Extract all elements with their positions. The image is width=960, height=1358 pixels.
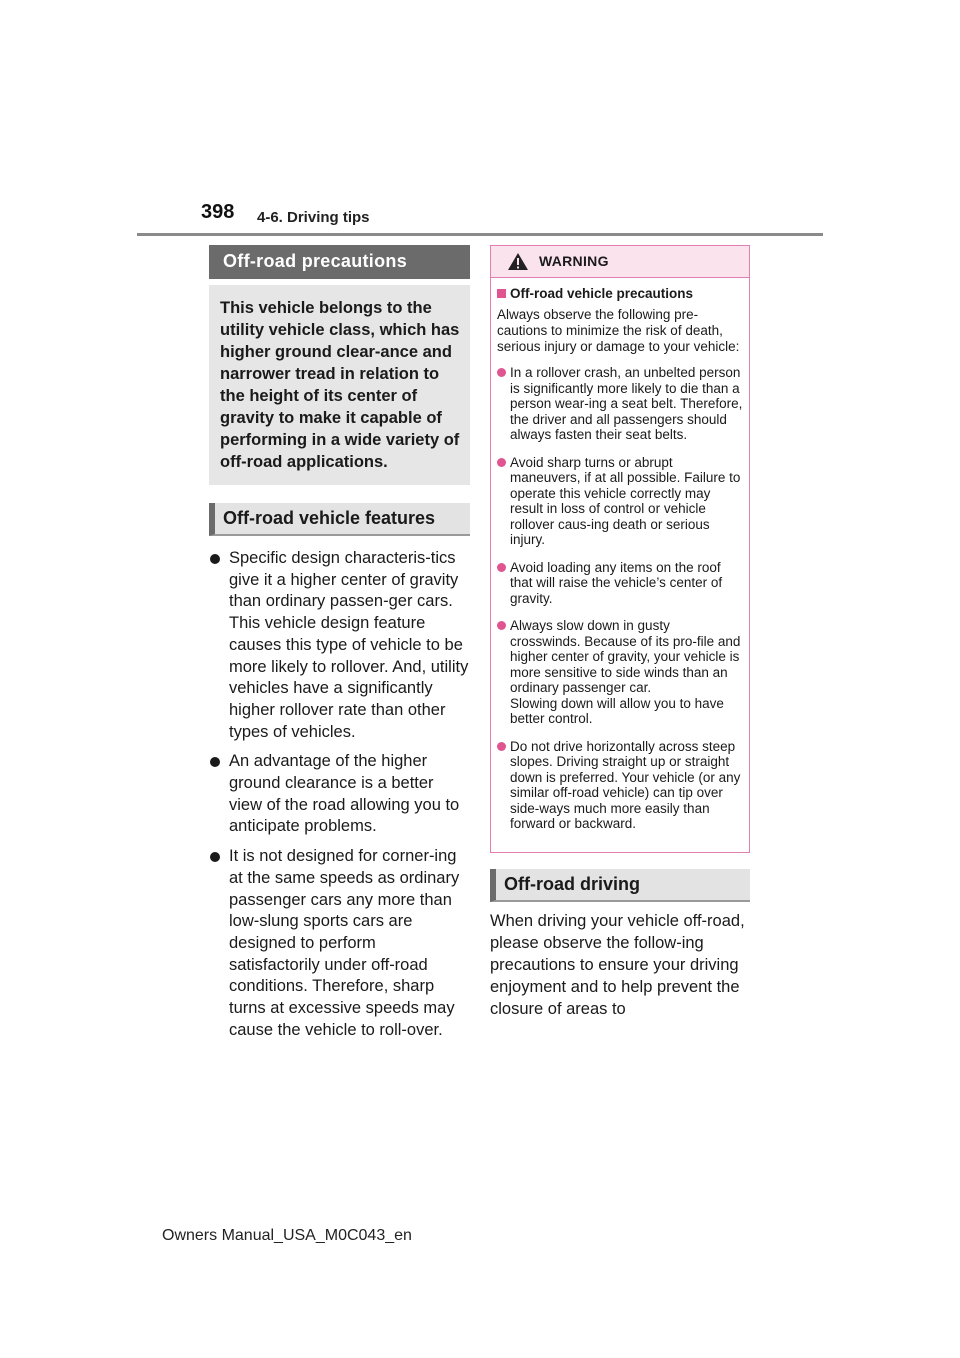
bullet-icon xyxy=(497,368,506,377)
warning-title-text: Off-road vehicle precautions xyxy=(510,286,694,301)
warning-title xyxy=(497,286,743,301)
bullet-icon xyxy=(497,742,506,751)
bullet-icon xyxy=(497,621,506,630)
list-item xyxy=(491,618,749,727)
list-item xyxy=(209,751,470,838)
list-item-text: It is not designed for corner-ing at the same speeds as ordinary passenger cars any more than low-slung sports cars are designed to perform satisfactorily under off-road conditions. Therefore, sharp turns at excessive speeds may cause the vehicle to roll-over. xyxy=(229,847,460,1039)
list-item-text: Avoid sharp turns or abrupt maneuvers, if at all possible. Failure to operate this vehicle correctly may result in loss of control or vehicle rollover caus-ing death or serious injury. xyxy=(510,454,741,547)
features-heading: Off-road vehicle features xyxy=(209,503,470,536)
right-column xyxy=(490,245,750,1020)
page-footer: Owners Manual_USA_M0C043_en xyxy=(162,1227,412,1244)
driving-heading: Off-road driving xyxy=(490,869,750,902)
list-item xyxy=(491,365,749,443)
off-road-precautions-banner: Off-road precautions xyxy=(209,245,470,279)
page-header xyxy=(0,0,960,240)
features-list xyxy=(209,548,470,1041)
bullet-icon xyxy=(210,554,220,564)
list-item-text: An advantage of the higher ground clearance is a better view of the road allowing you to anticipate problems. xyxy=(229,752,460,836)
list-item xyxy=(209,846,470,1041)
intro-box: This vehicle belongs to the utility vehicle class, which has higher ground clear-ance and narrower tread in relation to the height of its center of gravity to make it capable of performing in a wide variety of off-road applications. xyxy=(209,285,470,485)
list-item xyxy=(209,548,470,743)
section-title: 4-6. Driving tips xyxy=(257,209,370,226)
warning-label: WARNING xyxy=(539,253,609,269)
list-item-text: Always slow down in gusty crosswinds. Because of its pro-file and higher center of gravity, your vehicle is more sensitive to side winds than an ordinary passenger car. Slowing down will allow you to have better control. xyxy=(510,618,741,726)
warning-header xyxy=(491,246,749,278)
list-item xyxy=(491,455,749,548)
bullet-icon xyxy=(210,757,220,767)
square-bullet-icon xyxy=(497,289,506,298)
header-rule xyxy=(137,233,823,236)
warning-list xyxy=(491,365,749,832)
page-number: 398 xyxy=(201,201,235,223)
bullet-icon xyxy=(497,458,506,467)
warning-triangle-icon xyxy=(507,252,529,271)
list-item-text: Avoid loading any items on the roof that will raise the vehicle’s center of gravity. xyxy=(510,559,723,606)
bullet-icon xyxy=(497,563,506,572)
left-column xyxy=(209,245,470,1049)
list-item-text: In a rollover crash, an unbelted person is significantly more likely to die than a person wear-ing a seat belt. Therefore, the driver and all passengers should always fasten their seat belts. xyxy=(510,365,743,442)
bullet-icon xyxy=(210,852,220,862)
list-item xyxy=(491,560,749,607)
warning-box xyxy=(490,245,750,853)
list-item-text: Do not drive horizontally across steep slopes. Driving straight up or straight down is preferred. Your vehicle (or any similar off-road vehicle) can tip over side-ways much more easily than forward or backward. xyxy=(510,738,741,831)
list-item xyxy=(491,739,749,832)
warning-intro: Always observe the following pre-cautions to minimize the risk of death, serious injury or damage to your vehicle: xyxy=(497,307,740,354)
list-item-text: Specific design characteris-tics give it a higher center of gravity than ordinary passen-ger cars. This vehicle design feature causes this type of vehicle to be more likely to rollover. And, utility vehicles have a significantly higher rollover rate than other types of vehicles. xyxy=(229,549,469,741)
driving-paragraph: When driving your vehicle off-road, please observe the follow-ing precautions to ensure your driving enjoyment and to help prevent the closure of areas to xyxy=(490,911,745,1018)
